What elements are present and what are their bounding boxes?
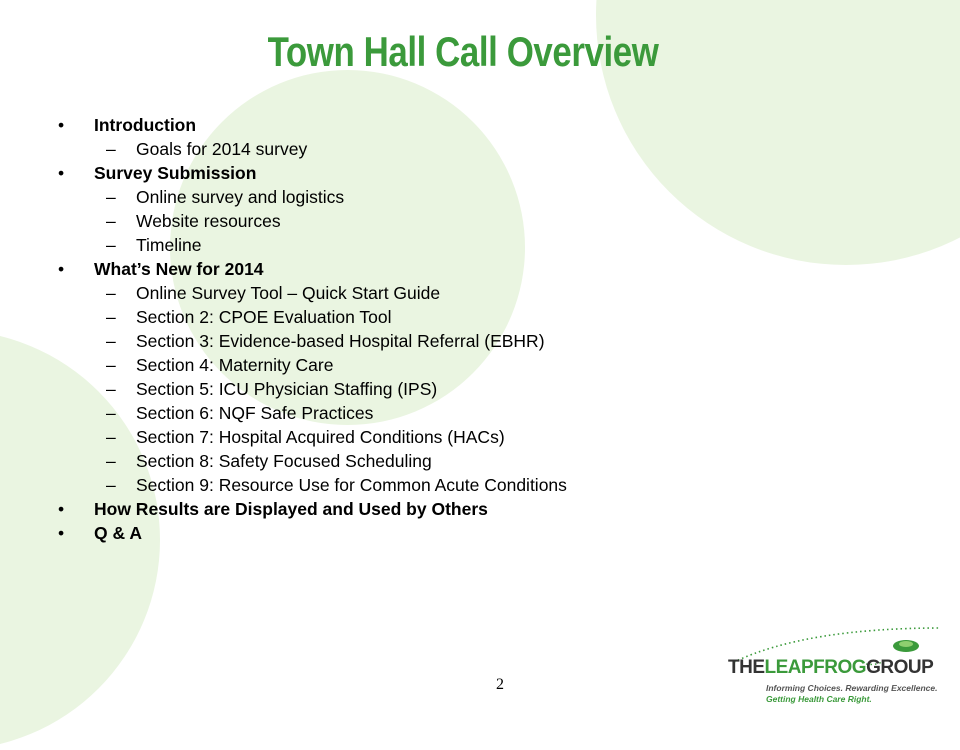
dash-bullet-icon: – <box>106 283 116 303</box>
bullet-icon: • <box>58 523 65 543</box>
outline-item-text: Section 4: Maternity Care <box>136 355 334 375</box>
outline-item-text: Section 6: NQF Safe Practices <box>136 403 374 423</box>
outline-item-text: Section 3: Evidence-based Hospital Referral (EBHR) <box>136 331 545 351</box>
dash-bullet-icon: – <box>106 475 116 495</box>
logo-wordmark: THELEAPFROGGROUP <box>728 657 934 678</box>
dash-bullet-icon: – <box>106 331 116 351</box>
outline-item-text: Section 9: Resource Use for Common Acute Conditions <box>136 475 567 495</box>
outline-item-text: Online Survey Tool – Quick Start Guide <box>136 283 441 303</box>
outline-item-text: Q & A <box>94 523 142 543</box>
logo-tagline-secondary: Getting Health Care Right. <box>766 694 872 704</box>
outline-item-text: Timeline <box>136 235 202 255</box>
outline-item-text: Survey Submission <box>94 163 257 183</box>
logo-tagline: Informing Choices. Rewarding Excellence. <box>766 683 938 693</box>
dash-bullet-icon: – <box>106 187 116 207</box>
bullet-icon: • <box>58 163 65 183</box>
outline-item-text: Introduction <box>94 115 197 135</box>
dash-bullet-icon: – <box>106 379 116 399</box>
page-number: 2 <box>496 676 504 693</box>
bullet-icon: • <box>58 259 65 279</box>
outline-item-text: How Results are Displayed and Used by Others <box>94 499 488 519</box>
outline-item-text: Section 8: Safety Focused Scheduling <box>136 451 432 471</box>
outline-item-text: What’s New for 2014 <box>94 259 264 279</box>
dash-bullet-icon: – <box>106 451 116 471</box>
dash-bullet-icon: – <box>106 355 116 375</box>
dash-bullet-icon: – <box>106 211 116 231</box>
outline-item-text: Section 5: ICU Physician Staffing (IPS) <box>136 379 438 399</box>
bullet-icon: • <box>58 499 65 519</box>
dash-bullet-icon: – <box>106 139 116 159</box>
dash-bullet-icon: – <box>106 403 116 423</box>
slide-title: Town Hall Call Overview <box>267 28 659 75</box>
outline-item-text: Website resources <box>136 211 281 231</box>
bullet-icon: • <box>58 115 65 135</box>
dash-bullet-icon: – <box>106 427 116 447</box>
outline-item-text: Goals for 2014 survey <box>136 139 308 159</box>
dash-bullet-icon: – <box>106 235 116 255</box>
leapfrog-group-logo <box>726 620 956 710</box>
outline-item-text: Section 7: Hospital Acquired Conditions (HACs) <box>136 427 505 447</box>
outline-item-text: Section 2: CPOE Evaluation Tool <box>136 307 392 327</box>
outline-item-text: Online survey and logistics <box>136 187 345 207</box>
dash-bullet-icon: – <box>106 307 116 327</box>
